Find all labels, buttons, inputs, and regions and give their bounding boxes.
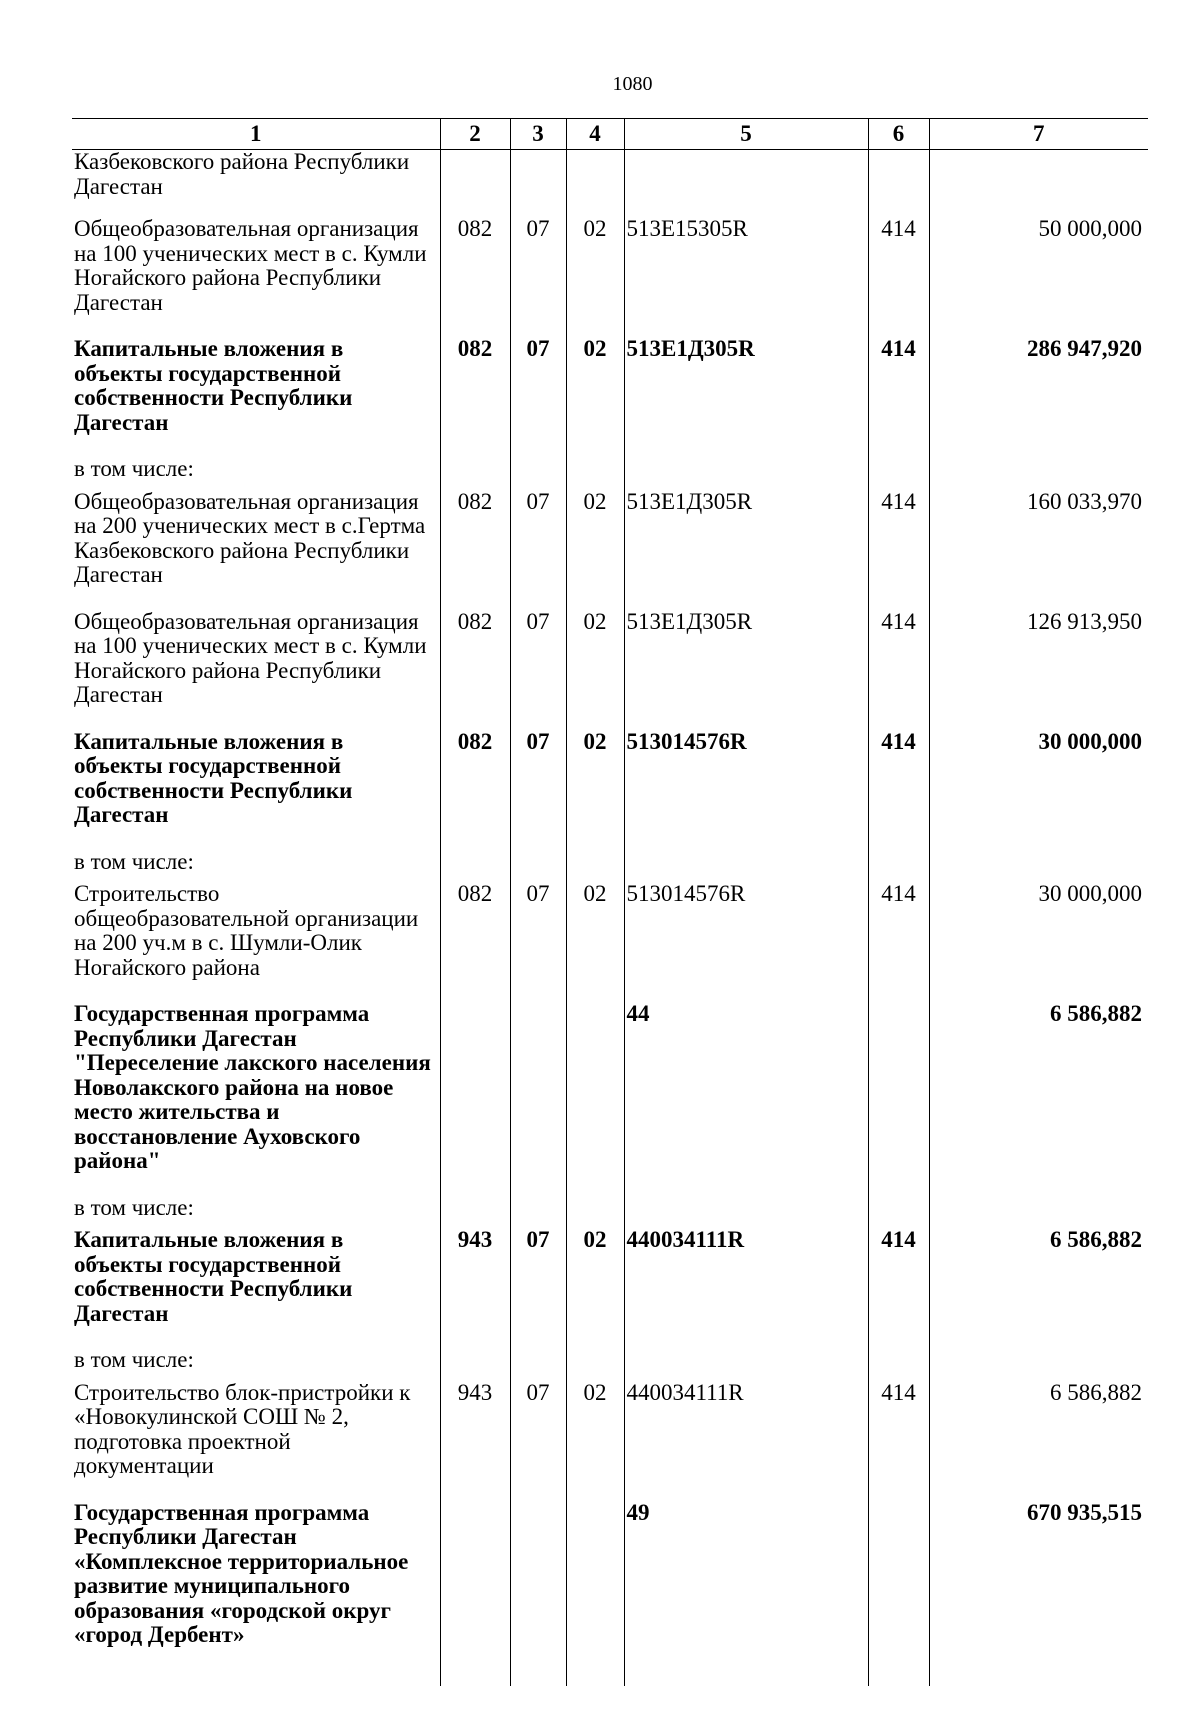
- row-amount-cell: 286 947,920: [929, 337, 1148, 457]
- row-col6-cell: 414: [868, 490, 929, 610]
- row-name-cell: Государственная программа Республики Дагестан "Переселение лакского населения Новолакского района на новое место жительства и восстановление Ауховского района": [74, 1001, 431, 1173]
- filler-cell: [440, 1670, 510, 1686]
- row-col3-cell: [510, 150, 566, 218]
- header-col-2: 2: [440, 119, 510, 150]
- row-name-cell: в том числе:: [74, 848, 194, 874]
- row-code-cell: 49: [624, 1501, 868, 1670]
- row-amount-cell: 160 033,970: [929, 490, 1148, 610]
- row-col3-cell: 07: [510, 337, 566, 457]
- row-col4-cell: [566, 1348, 624, 1381]
- row-col2-cell: [440, 150, 510, 218]
- table-row: [72, 457, 1148, 490]
- row-col2-cell: 082: [440, 610, 510, 730]
- row-col4-cell: 02: [566, 490, 624, 610]
- row-col2-cell: [440, 1002, 510, 1196]
- row-name-cell: Общеобразовательная организация на 100 ученических мест в с. Кумли Ногайского района Республики Дагестан: [74, 608, 427, 707]
- row-name-cell: Государственная программа Республики Дагестан «Комплексное территориальное развитие муниципального образования «городской округ «город Дербент»: [74, 1499, 409, 1647]
- row-col2-cell: 943: [440, 1228, 510, 1348]
- row-col4-cell: 02: [566, 337, 624, 457]
- row-code-cell: 513Е1Д305R: [624, 490, 868, 610]
- row-amount-cell: 30 000,000: [929, 882, 1148, 1002]
- row-code-cell: [624, 457, 868, 490]
- budget-table-container: [72, 118, 1148, 1686]
- row-col4-cell: 02: [566, 882, 624, 1002]
- row-code-cell: 44: [624, 1002, 868, 1196]
- row-col3-cell: 07: [510, 730, 566, 850]
- row-amount-cell: 30 000,000: [929, 730, 1148, 850]
- row-code-cell: [624, 1196, 868, 1229]
- row-col4-cell: 02: [566, 610, 624, 730]
- row-col3-cell: 07: [510, 610, 566, 730]
- row-col2-cell: [440, 850, 510, 883]
- row-col6-cell: [868, 1002, 929, 1196]
- row-amount-cell: 6 586,882: [929, 1002, 1148, 1196]
- table-body: [72, 150, 1148, 1686]
- row-amount-cell: [929, 1196, 1148, 1229]
- row-amount-cell: 126 913,950: [929, 610, 1148, 730]
- row-amount-cell: 6 586,882: [929, 1228, 1148, 1348]
- row-col4-cell: [566, 1196, 624, 1229]
- filler-cell: [566, 1670, 624, 1686]
- page-number: 1080: [612, 73, 653, 95]
- row-col3-cell: [510, 457, 566, 490]
- table-header: [72, 119, 1148, 150]
- row-col6-cell: 414: [868, 1381, 929, 1501]
- row-col6-cell: [868, 150, 929, 218]
- row-name-cell: Общеобразовательная организация на 100 ученических мест в с. Кумли Ногайского района Республики Дагестан: [74, 216, 427, 315]
- row-amount-cell: [929, 850, 1148, 883]
- row-name-cell: Строительство блок-пристройки к «Новокулинской СОШ № 2, подготовка проектной документации: [74, 1379, 411, 1478]
- row-col6-cell: 414: [868, 610, 929, 730]
- header-col-7: 7: [929, 119, 1148, 150]
- table-row: [72, 1501, 1148, 1670]
- row-amount-cell: [929, 1348, 1148, 1381]
- row-name-cell: в том числе:: [74, 1347, 194, 1372]
- row-col4-cell: [566, 150, 624, 218]
- row-col3-cell: 07: [510, 882, 566, 1002]
- filler-cell: [868, 1670, 929, 1686]
- row-col2-cell: 082: [440, 730, 510, 850]
- row-code-cell: [624, 1348, 868, 1381]
- row-col3-cell: 07: [510, 1228, 566, 1348]
- row-col4-cell: 02: [566, 1381, 624, 1501]
- row-name-cell: Общеобразовательная организация на 200 ученических мест в с.Гертма Казбековского района Республики Дагестан: [74, 488, 426, 587]
- row-col2-cell: 082: [440, 337, 510, 457]
- row-code-cell: 513014576R: [624, 730, 868, 850]
- header-col-5: 5: [624, 119, 868, 150]
- row-name-cell: Капитальные вложения в объекты государственной собственности Республики Дагестан: [74, 728, 353, 827]
- table-row: [72, 1002, 1148, 1196]
- row-amount-cell: [929, 457, 1148, 490]
- row-col2-cell: 082: [440, 217, 510, 337]
- row-col3-cell: [510, 850, 566, 883]
- table-row: [72, 730, 1148, 850]
- row-code-cell: 513Е1Д305R: [624, 337, 868, 457]
- row-col2-cell: [440, 1501, 510, 1670]
- row-col6-cell: [868, 850, 929, 883]
- row-col3-cell: [510, 1196, 566, 1229]
- filler-cell: [72, 1670, 440, 1686]
- row-col6-cell: 414: [868, 1228, 929, 1348]
- row-name-cell: Капитальные вложения в объекты государственной собственности Республики Дагестан: [74, 1227, 353, 1326]
- row-code-cell: 440034111R: [624, 1228, 868, 1348]
- row-name-cell: Строительство общеобразовательной организации на 200 уч.м в с. Шумли-Олик Ногайского района: [74, 881, 419, 980]
- row-col3-cell: 07: [510, 490, 566, 610]
- row-col2-cell: [440, 1348, 510, 1381]
- filler-cell: [624, 1670, 868, 1686]
- row-col4-cell: [566, 850, 624, 883]
- row-code-cell: [624, 150, 868, 218]
- row-col6-cell: [868, 1196, 929, 1229]
- row-name-cell: Капитальные вложения в объекты государственной собственности Республики Дагестан: [74, 336, 353, 435]
- row-name-cell: Казбековского района Республики Дагестан: [74, 149, 410, 199]
- row-code-cell: 440034111R: [624, 1381, 868, 1501]
- row-col6-cell: [868, 1348, 929, 1381]
- header-col-1: 1: [72, 119, 440, 150]
- budget-table: [72, 118, 1148, 1686]
- header-col-4: 4: [566, 119, 624, 150]
- row-col6-cell: [868, 1501, 929, 1670]
- table-row: [72, 1381, 1148, 1501]
- table-row: [72, 610, 1148, 730]
- row-amount-cell: 670 935,515: [929, 1501, 1148, 1670]
- table-row: [72, 1196, 1148, 1229]
- row-col2-cell: 943: [440, 1381, 510, 1501]
- row-col6-cell: 414: [868, 337, 929, 457]
- row-code-cell: [624, 850, 868, 883]
- row-col4-cell: 02: [566, 730, 624, 850]
- table-row: [72, 882, 1148, 1002]
- table-row: [72, 337, 1148, 457]
- header-row: [72, 119, 1148, 150]
- row-col3-cell: [510, 1002, 566, 1196]
- header-col-3: 3: [510, 119, 566, 150]
- row-col3-cell: [510, 1348, 566, 1381]
- filler-cell: [510, 1670, 566, 1686]
- row-amount-cell: 6 586,882: [929, 1381, 1148, 1501]
- row-col4-cell: [566, 1501, 624, 1670]
- row-col6-cell: 414: [868, 217, 929, 337]
- table-row: [72, 217, 1148, 337]
- row-col3-cell: 07: [510, 1381, 566, 1501]
- row-col2-cell: [440, 457, 510, 490]
- header-col-6: 6: [868, 119, 929, 150]
- row-col6-cell: [868, 457, 929, 490]
- row-col3-cell: 07: [510, 217, 566, 337]
- filler-cell: [929, 1670, 1148, 1686]
- row-amount-cell: [929, 150, 1148, 218]
- table-row: [72, 490, 1148, 610]
- table-row: [72, 1228, 1148, 1348]
- row-col2-cell: 082: [440, 882, 510, 1002]
- row-code-cell: 513014576R: [624, 882, 868, 1002]
- filler-row: [72, 1670, 1148, 1686]
- row-code-cell: 513E15305R: [624, 217, 868, 337]
- table-row: [72, 150, 1148, 218]
- row-col4-cell: 02: [566, 1228, 624, 1348]
- table-row: [72, 850, 1148, 883]
- row-code-cell: 513Е1Д305R: [624, 610, 868, 730]
- row-amount-cell: 50 000,000: [929, 217, 1148, 337]
- row-col6-cell: 414: [868, 730, 929, 850]
- row-col2-cell: [440, 1196, 510, 1229]
- row-col6-cell: 414: [868, 882, 929, 1002]
- row-name-cell: в том числе:: [74, 456, 194, 481]
- row-col2-cell: 082: [440, 490, 510, 610]
- row-col4-cell: 02: [566, 217, 624, 337]
- row-col3-cell: [510, 1501, 566, 1670]
- row-name-cell: в том числе:: [74, 1194, 194, 1220]
- table-row: [72, 1348, 1148, 1381]
- row-col4-cell: [566, 457, 624, 490]
- row-col4-cell: [566, 1002, 624, 1196]
